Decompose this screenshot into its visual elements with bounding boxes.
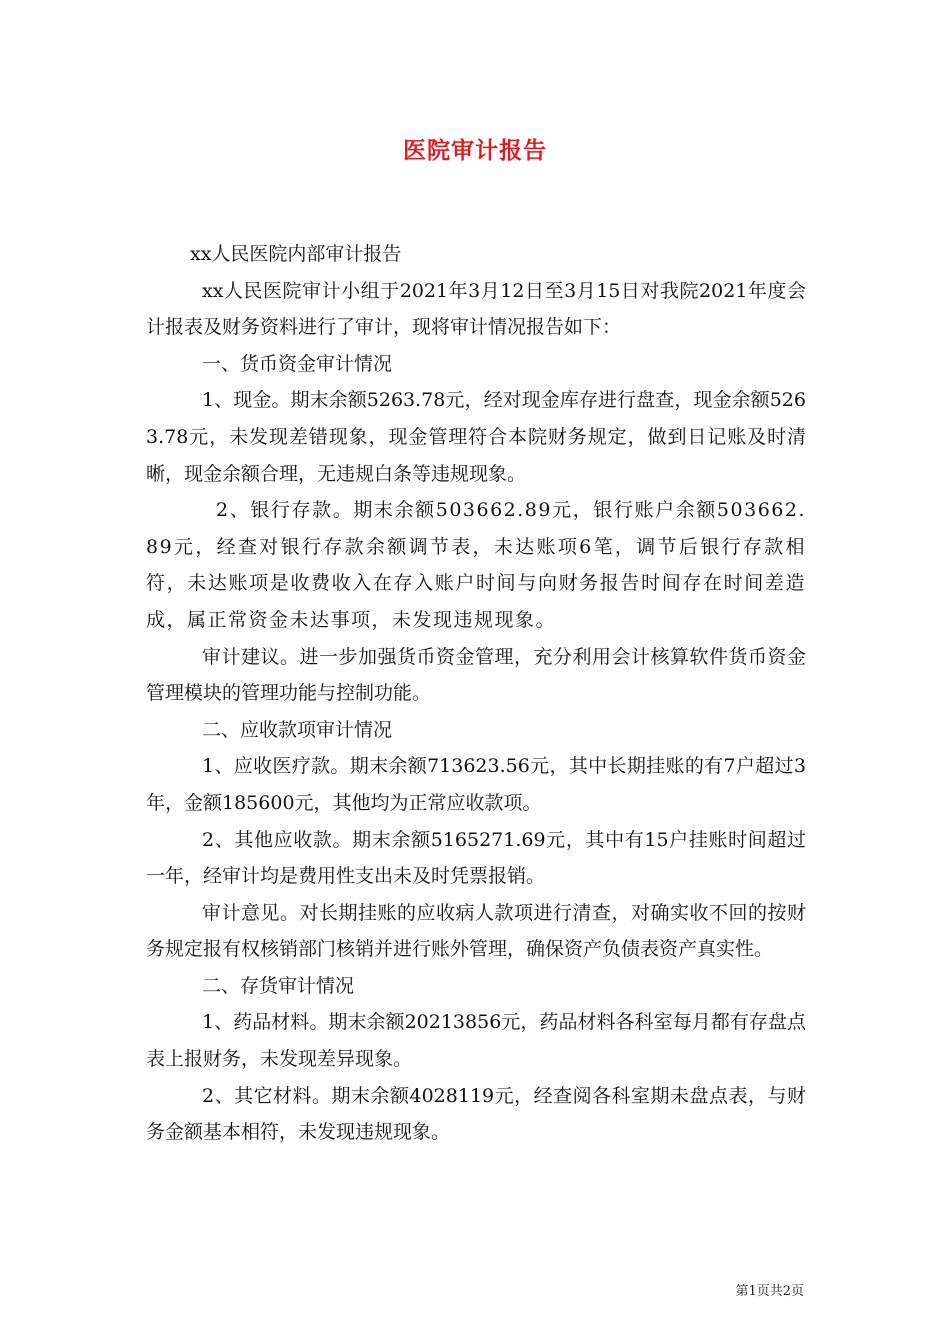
paragraph-audit-suggestion: 审计建议。进一步加强货币资金管理，充分利用会计核算软件货币资金管理模块的管理功能与控制功能。 <box>146 645 806 705</box>
paragraph-medical-receivables: 1、应收医疗款。期末余额713623.56元，其中长期挂账的有7户超过3年，金额185600元，其他均为正常应收款项。 <box>146 755 806 814</box>
document-title: 医院审计报告 <box>403 137 547 164</box>
document-body <box>146 236 806 1151</box>
section-heading-receivables: 二、应收款项审计情况 <box>202 718 393 741</box>
paragraph-other-materials: 2、其它材料。期末余额4028119元，经查阅各科室期未盘点表，与财务金额基本相符，未发现违规现象。 <box>146 1084 806 1144</box>
paragraph-other-receivables: 2、其他应收款。期末余额5165271.69元，其中有15户挂账时间超过一年，经审计均是费用性支出未及时凭票报销。 <box>146 828 806 888</box>
paragraph-audit-opinion: 审计意见。对长期挂账的应收病人款项进行清查，对确实收不回的按财务规定报有权核销部门核销并进行账外管理，确保资产负债表资产真实性。 <box>146 901 806 961</box>
page-number: 第1页共2页 <box>735 1284 804 1299</box>
report-heading: xx人民医院内部审计报告 <box>190 243 402 265</box>
section-heading-cash-funds: 一、货币资金审计情况 <box>202 352 393 375</box>
intro-paragraph: xx人民医院审计小组于2021年3月12日至3月15日对我院2021年度会计报表及财务资料进行了审计，现将审计情况报告如下： <box>146 279 806 339</box>
paragraph-bank-deposit: 2、银行存款。期末余额503662.89元，银行账户余额503662.89元，经查对银行存款余额调节表，未达账项6笔，调节后银行存款相符，未达账项是收费收入在存入账户时间与向财务报告时间存在时间差造成，属正常资金未达事项，未发现违规现象。 <box>146 499 806 631</box>
paragraph-drug-materials: 1、药品材料。期末余额20213856元，药品材料各科室每月都有存盘点表上报财务，未发现差异现象。 <box>146 1011 806 1071</box>
section-heading-inventory: 二、存货审计情况 <box>202 974 355 997</box>
paragraph-cash: 1、现金。期末余额5263.78元，经对现金库存进行盘查，现金余额5263.78元，未发现差错现象，现金管理符合本院财务规定，做到日记账及时清晰，现金余额合理，无违规白条等违规现象。 <box>146 389 806 485</box>
